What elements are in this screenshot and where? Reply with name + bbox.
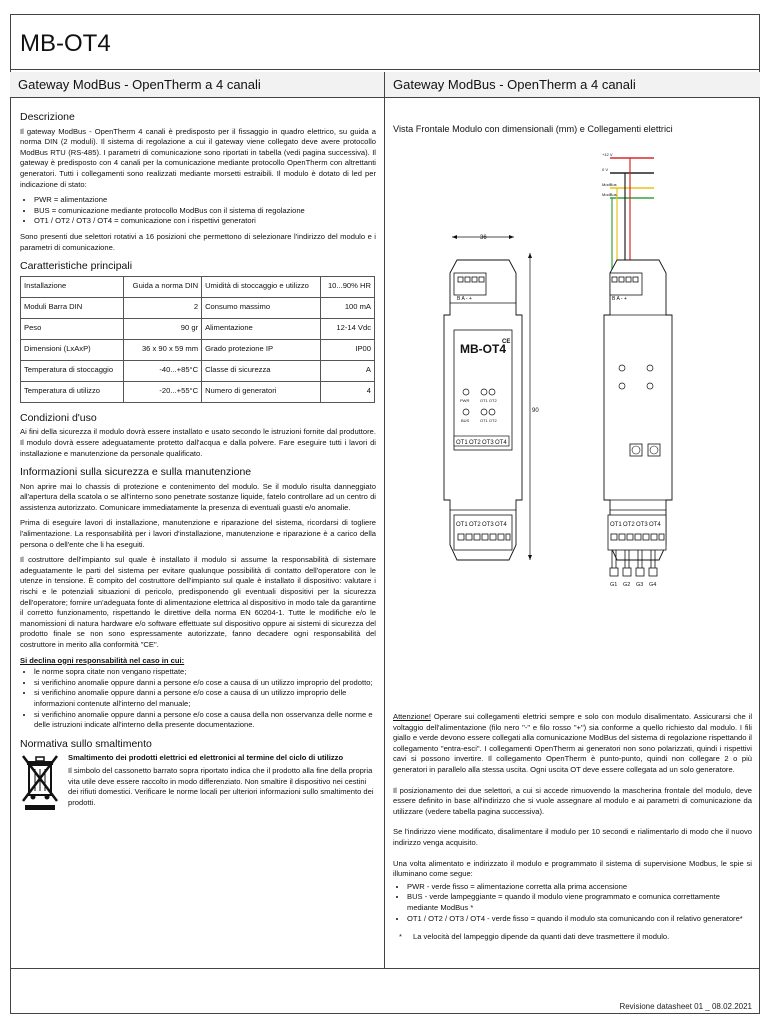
ot-label: OT2 [469,440,481,446]
descrizione-text: Il gateway ModBus - OpenTherm 4 canali è predisposto per il fissaggio in quadro elettrico, su guida a norma DIN (2 moduli). Il sistema di regolazione a cui il gateway viene collegato deve avere protocollo ModBus RTU (RS-485). I parametri di comunicazione sono riportati in tabella (vedi pagina successiva). Il gateway è predisposto con 4 canali per la comunicazione mediante protocollo OpenTherm con altrettanti generatori. Tutti i collegamenti sono realizzati mediante morsetti estraibili. Il modulo è dotato di led per indicazione di stato: [20,126,376,189]
table-row [21,381,375,402]
gen-label: G1 [610,582,618,588]
attenzione-paragraph [393,712,752,776]
table-cell: IP00 [321,339,375,360]
module-label: MB-OT4 [460,342,506,356]
top-terminal-label-2: B A - + [612,296,627,302]
bottom-terminal-2 [608,515,666,550]
module-diagram [392,140,756,610]
right-column [393,712,752,948]
led-label: OT1 OT2 [480,418,497,423]
left-column [20,112,376,813]
table-cell: Peso [21,318,124,339]
top-terminal-label: B A - + [457,296,472,302]
table-cell: 10...90% HR [321,276,375,297]
table-cell: Moduli Barra DIN [21,297,124,318]
selettori-paragraph: Il posizionamento dei due selettori, a cui si accede rimuovendo la mascherina frontale del modulo, deve essere definito in base all'indirizzo che si vuole assegnare al modulo e ai parametri di comunicazione da utilizzare (vedere tabella pagina successiva). [393,785,752,816]
sicurezza-text-3: Il costruttore dell'impianto sul quale è installato il modulo si assume la responsabilità di sistemare adeguatamente le parti del sistema per evitare qualunque possibilità di contatto dell'operatore con le utenze in tensione. È compito del costruttore dell'impianto sul quale è installato il dispositivo: valutare i rischi e le potenziali situazioni di pericolo, predisponendo gli eventuali dispositivi per la sicurezza dell'operatore; fornire un'adeguata fonte di alimentazione elettrica al dispositivo in modo tale da garantirne il corretto funzionamento, rispettando le direttive della norma EN 60204-1. Tutte le modifiche e/o le manomissioni di natura hardware e/o software effettuate sul dispositivo oppure ai sistemi di sicurezza del prodotto finale se non sono espressamente autorizzate, fanno decadere ogni responsabilità del costruttore in merito alla conformità "CE". [20,555,376,649]
table-cell: Guida a norma DIN [124,276,202,297]
table-cell: Alimentazione [202,318,321,339]
condizioni-text: Ai fini della sicurezza il modulo dovrà essere installato e usato secondo le istruzioni fornite dal produttore. Il modulo dovrà essere adeguatamente protetto dall'acqua e dalla polvere. Fare eseguire tutti i lavori di installazione e manutenzione da personale qualificato. [20,427,376,458]
wire-label: ModBus [602,192,617,197]
table-row [21,297,375,318]
ot-label: OT2 [469,522,481,528]
right-header: Gateway ModBus - OpenTherm a 4 canali [385,72,760,98]
descrizione-heading: Descrizione [20,111,75,123]
diagram-title: Vista Frontale Modulo con dimensionali (mm) e Collegamenti elettrici [393,124,673,134]
spie-list [393,882,752,924]
table-cell: 12-14 Vdc [321,318,375,339]
table-cell: A [321,360,375,381]
wire-label: +12 V [602,152,613,157]
ot-label: OT4 [649,522,661,528]
gen-label: G3 [636,582,644,588]
wire-label: 0 V [602,167,609,172]
footer-divider [10,968,760,969]
table-cell: 36 x 90 x 59 mm [124,339,202,360]
table-cell: 90 gr [124,318,202,339]
list-item: • OT1 / OT2 / OT3 / OT4 = comunicazione con i rispettivi generatori [34,216,376,227]
height-dim-label: 90 [532,408,539,414]
attenzione-label: Attenzione! [393,712,431,721]
ot-label: OT1 [456,440,468,446]
top-terminal-2 [610,273,642,295]
weee-title: Smaltimento dei prodotti elettrici ed elettronici al termine del ciclo di utilizzo [68,753,344,763]
ot-label: OT4 [495,522,507,528]
table-cell: -40...+85°C [124,360,202,381]
wiring-module [602,152,672,588]
gen-label: G2 [623,582,631,588]
footer-revision: Revisione datasheet 01 _ 08.02.2021 [619,1002,752,1011]
weee-text-block [68,753,376,813]
note-star: * [399,932,402,942]
ce-mark: CE [502,339,511,345]
note-text: La velocità del lampeggio dipende da quanti dati deve trasmettere il modulo. [413,932,670,942]
led-label: PWR [460,398,470,403]
selettori-text: Sono presenti due selettori rotativi a 16 posizioni che permettono di selezionare l'indirizzo del modulo e i parametri di comunicazione. [20,231,376,252]
smaltimento-heading: Normativa sullo smaltimento [20,737,152,750]
list-item: • OT1 / OT2 / OT3 / OT4 - verde fisso = quando il modulo sta comunicando con il relativo generatore* [407,914,752,925]
list-item: • si verifichino anomalie oppure danni a persone e/o cose a causa di un utilizzo improprio delle informazioni contenute all'interno del manuale; [34,688,376,709]
note-paragraph [393,932,752,943]
table-row [21,339,375,360]
spie-intro: Una volta alimentato e indirizzato il modulo e programmato il sistema di supervisione Modbus, le spie si illuminano come segue: [393,858,752,879]
led-label: BUS [461,418,470,423]
decline-list [20,667,376,731]
ot-label: OT3 [636,522,648,528]
list-item: • BUS - verde lampeggiante = quando il modulo viene programmato e comunica correttamente mediante ModBus * [407,892,752,913]
table-cell: 4 [321,381,375,402]
weee-text: Il simbolo del cassonetto barrato sopra riportato indica che il prodotto alla fine della propria vita utile deve essere raccolto in modo differenziato. Non smaltire il dispositivo nei cestini dei rifiuti domestici. Verificare le norme locali per ulteriori informazioni sullo smaltimento dei prodotti. [68,765,374,807]
list-item: • le norme sopra citate non vengano rispettate; [34,667,376,678]
table-cell: Consumo massimo [202,297,321,318]
ot-label: OT4 [495,440,507,446]
list-item: • PWR - verde fisso = alimentazione corretta alla prima accensione [407,882,752,893]
table-cell: Umidità di stoccaggio e utilizzo [202,276,321,297]
table-cell: Grado protezione IP [202,339,321,360]
led-list [20,195,376,227]
table-cell: Temperatura di utilizzo [21,381,124,402]
sicurezza-text-1: Non aprire mai lo chassis di protezione e contenimento del modulo. Se il modulo risulta danneggiato all'apertura della scatola o se all'interno sono penetrate sostanze liquide, fatelo controllare ad un centro di assistenza autorizzato. Comunicare immediatamente la presenza di eventuali guasti e/o anomalie. [20,481,376,512]
wire-label: ModBus [602,182,617,187]
width-dim-label: 36 [480,235,487,241]
table-row [21,276,375,297]
table-cell: Dimensioni (LxAxP) [21,339,124,360]
table-row [21,318,375,339]
table-cell: 100 mA [321,297,375,318]
table-cell: Numero di generatori [202,381,321,402]
condizioni-heading: Condizioni d'uso [20,411,97,424]
list-item: • BUS = comunicazione mediante protocollo ModBus con il sistema di regolazione [34,206,376,217]
title-bar [10,14,760,70]
list-item: • PWR = alimentazione [34,195,376,206]
table-cell: Classe di sicurezza [202,360,321,381]
crossed-bin-icon [20,753,60,813]
ot-label: OT3 [482,522,494,528]
table-cell: Installazione [21,276,124,297]
caratteristiche-heading: Caratteristiche principali [20,260,133,273]
left-header: Gateway ModBus - OpenTherm a 4 canali [10,72,384,98]
table-cell: Temperatura di stoccaggio [21,360,124,381]
attenzione-text: Operare sui collegamenti elettrici sempre e solo con modulo disalimentato. Assicurarsi che il voltaggio dell'alimentazione (filo nero "-" e filo rosso "+") sia conforme a quello richiesto dal modulo. I fili giallo e verde devono essere collegati alla comunicazione ModBus del sistema di regolazione rispettando il collegamento "entra-esci". I collegamenti OpenTherm ai generatori non sono polarizzati, quindi i rispettivi cavi si possono invertire. Il collegamento OpenTherm è punto-punto, quindi non collegare 2 o più generatori in parallelo alla stessa uscita. Ogni uscita OT deve essere collegata ad un solo generatore. [393,712,752,774]
list-item: • si verifichino anomalie oppure danni a persone e/o cose a causa di un utilizzo improprio del prodotto; [34,678,376,689]
table-row [21,360,375,381]
doc-title: MB-OT4 [20,30,111,57]
spec-table [20,276,375,403]
ot-label: OT2 [623,522,635,528]
decline-heading: Si declina ogni responsabilità nel caso in cui: [20,655,185,665]
sicurezza-text-2: Prima di eseguire lavori di installazione, manutenzione e riparazione del sistema, ricordarsi di togliere l'alimentazione. La responsabilità per i lavori d'installazione, manutenzione e riparazione è a carico della persona o dell'ente che li ha eseguiti. [20,518,376,549]
ot-label: OT3 [482,440,494,446]
bottom-terminal [454,515,512,550]
ot-label: OT1 [456,522,468,528]
table-cell: 2 [124,297,202,318]
top-terminal [454,273,486,295]
list-item: • si verifichino anomalie oppure danni a persone e/o cose a causa della non osservanza delle norme e delle istruzioni indicate all'interno della presente documentazione. [34,710,376,731]
sicurezza-heading: Informazioni sulla sicurezza e sulla manutenzione [20,466,252,479]
weee-block [20,753,376,813]
table-cell: -20...+55°C [124,381,202,402]
led-label: OT1 OT2 [480,398,497,403]
front-module [444,235,539,560]
gen-label: G4 [649,582,657,588]
ot-label: OT1 [610,522,622,528]
column-divider [384,72,385,968]
indirizzo-paragraph: Se l'indirizzo viene modificato, disalimentare il modulo per 10 secondi e rialimentarlo di modo che il nuovo indirizzo venga acquisito. [393,827,752,847]
